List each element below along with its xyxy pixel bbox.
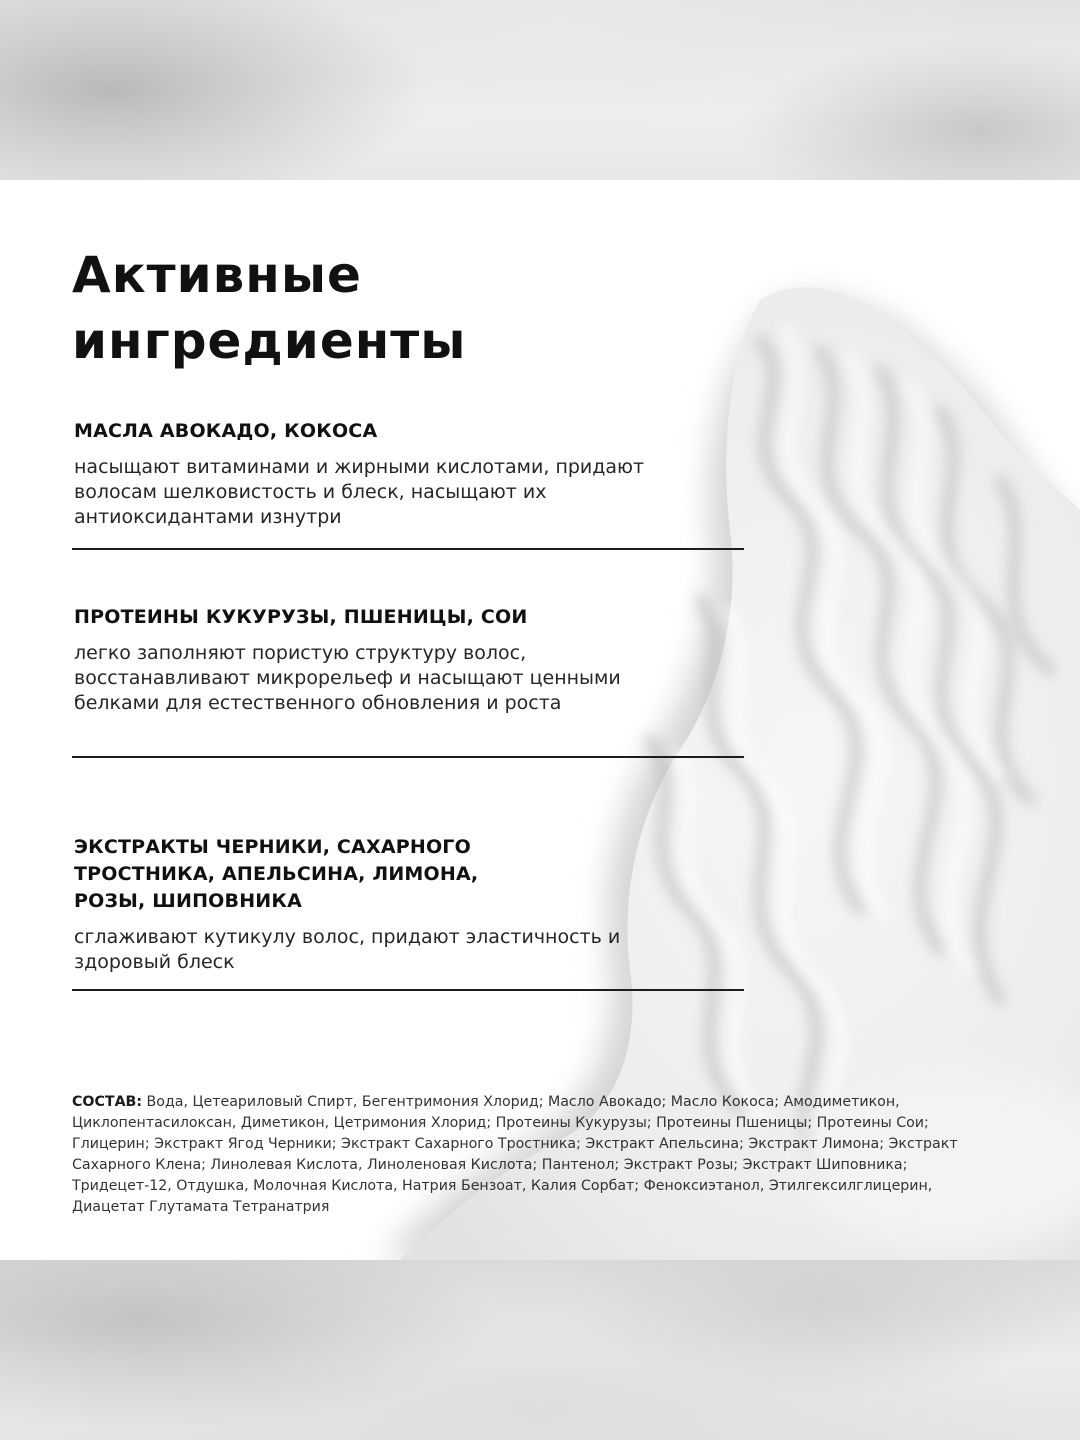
section-heading-line: ПРОТЕИНЫ КУКУРУЗЫ, ПШЕНИЦЫ, СОИ	[74, 606, 528, 628]
blurred-bottom-background	[0, 1260, 1080, 1440]
section-heading-line: ЭКСТРАКТЫ ЧЕРНИКИ, САХАРНОГО	[74, 836, 471, 858]
composition-label: СОСТАВ:	[72, 1094, 143, 1110]
section-heading-line: ТРОСТНИКА, АПЕЛЬСИНА, ЛИМОНА,	[74, 863, 479, 885]
ingredient-section-extracts	[74, 834, 744, 975]
title-line: Активные	[72, 246, 362, 304]
page-title	[72, 242, 466, 374]
section-heading	[74, 418, 744, 445]
section-description: сглаживают кутикулу волос, придают эластичность и здоровый блеск	[74, 926, 621, 973]
section-heading-line: РОЗЫ, ШИПОВНИКА	[74, 890, 303, 912]
section-heading	[74, 604, 744, 631]
title-line: ингредиенты	[72, 312, 467, 370]
ingredient-section-oils	[74, 418, 744, 530]
composition-text	[72, 1092, 972, 1218]
blurred-top-background	[0, 0, 1080, 180]
section-divider	[72, 756, 744, 758]
section-description: легко заполняют пористую структуру волос, восстанавливают микрорельеф и насыщают ценными белками для естественного обновления и роста	[74, 642, 621, 714]
ingredients-card	[0, 180, 1080, 1260]
section-divider	[72, 989, 744, 991]
ingredient-section-proteins	[74, 604, 744, 716]
section-description: насыщают витаминами и жирными кислотами, придают волосам шелковистость и блеск, насыщают их антиоксидантами изнутри	[74, 456, 645, 528]
section-divider	[72, 548, 744, 550]
composition-list: Вода, Цетеариловый Спирт, Бегентримония Хлорид; Масло Авокадо; Масло Кокоса; Амодиметикон, Циклопентасилоксан, Диметикон, Цетримония Хлорид; Протеины Кукурузы; Протеины Пшеницы; Протеины Сои; Глицерин; Экстракт Ягод Черники; Экстракт Сахарного Тростника; Экстракт Апельсина; Экстракт Лимона; Экстракт Сахарного Клена; Линолевая Кислота, Линоленовая Кислота; Пантенол; Экстракт Розы; Экстракт Шиповника; Тридецет-12, Отдушка, Молочная Кислота, Натрия Бензоат, Калия Сорбат; Феноксиэтанол, Этилгексилглицерин, Диацетат Глутамата Тетранатрия	[72, 1094, 958, 1215]
section-heading	[74, 834, 744, 915]
section-heading-line: МАСЛА АВОКАДО, КОКОСА	[74, 420, 378, 442]
